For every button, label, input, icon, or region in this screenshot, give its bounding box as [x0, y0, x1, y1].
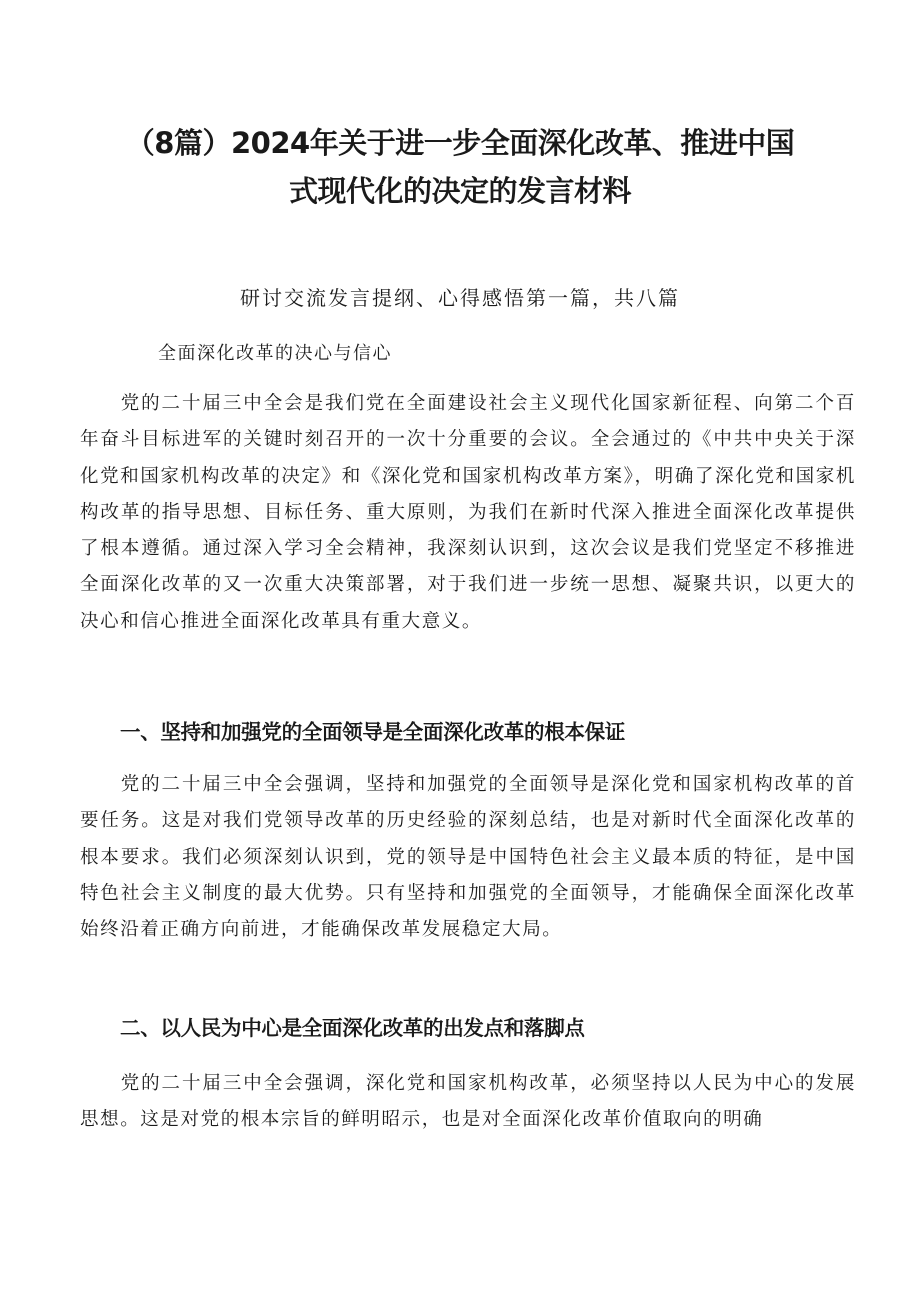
paragraph: 党的二十届三中全会强调，坚持和加强党的全面领导是深化党和国家机构改革的首要任务。这是对我们党领导改革的历史经验的深刻总结，也是对新时代全面深化改革的根本要求。我们必须深刻认识到，党的领导是中国特色社会主义最本质的特征，是中国特色社会主义制度的最大优势。只有坚持和加强党的全面领导，才能确保全面深化改革始终沿着正确方向前进，才能确保改革发展稳定大局。	[80, 774, 856, 941]
paragraph: 党的二十届三中全会强调，深化党和国家机构改革，必须坚持以人民为中心的发展思想。这是对党的根本宗旨的鲜明昭示，也是对全面深化改革价值取向的明确	[80, 1073, 856, 1131]
paragraph: 党的二十届三中全会是我们党在全面建设社会主义现代化国家新征程、向第二个百年奋斗目标进军的关键时刻召开的一次十分重要的会议。全会通过的《中共中央关于深化党和国家机构改革的决定》和《深化党和国家机构改革方案》，明确了深化党和国家机构改革的指导思想、目标任务、重大原则，为我们在新时代深入推进全面深化改革提供了根本遵循。通过深入学习全会精神，我深刻认识到，这次会议是我们党坚定不移推进全面深化改革的又一次重大决策部署，对于我们进一步统一思想、凝聚共识，以更大的决心和信心推进全面深化改革具有重大意义。	[80, 393, 856, 632]
article-heading: 全面深化改革的决心与信心	[158, 343, 392, 364]
document-subtitle: 研讨交流发言提纲、心得感悟第一篇，共八篇	[240, 286, 680, 310]
document-title-line-2: 式现代化的决定的发言材料	[288, 174, 631, 208]
section-heading: 一、坚持和加强党的全面领导是全面深化改革的根本保证	[120, 720, 625, 744]
section-heading: 二、以人民为中心是全面深化改革的出发点和落脚点	[120, 1016, 585, 1040]
document-title-line-1: （8篇）2024年关于进一步全面深化改革、推进中国	[125, 126, 795, 160]
